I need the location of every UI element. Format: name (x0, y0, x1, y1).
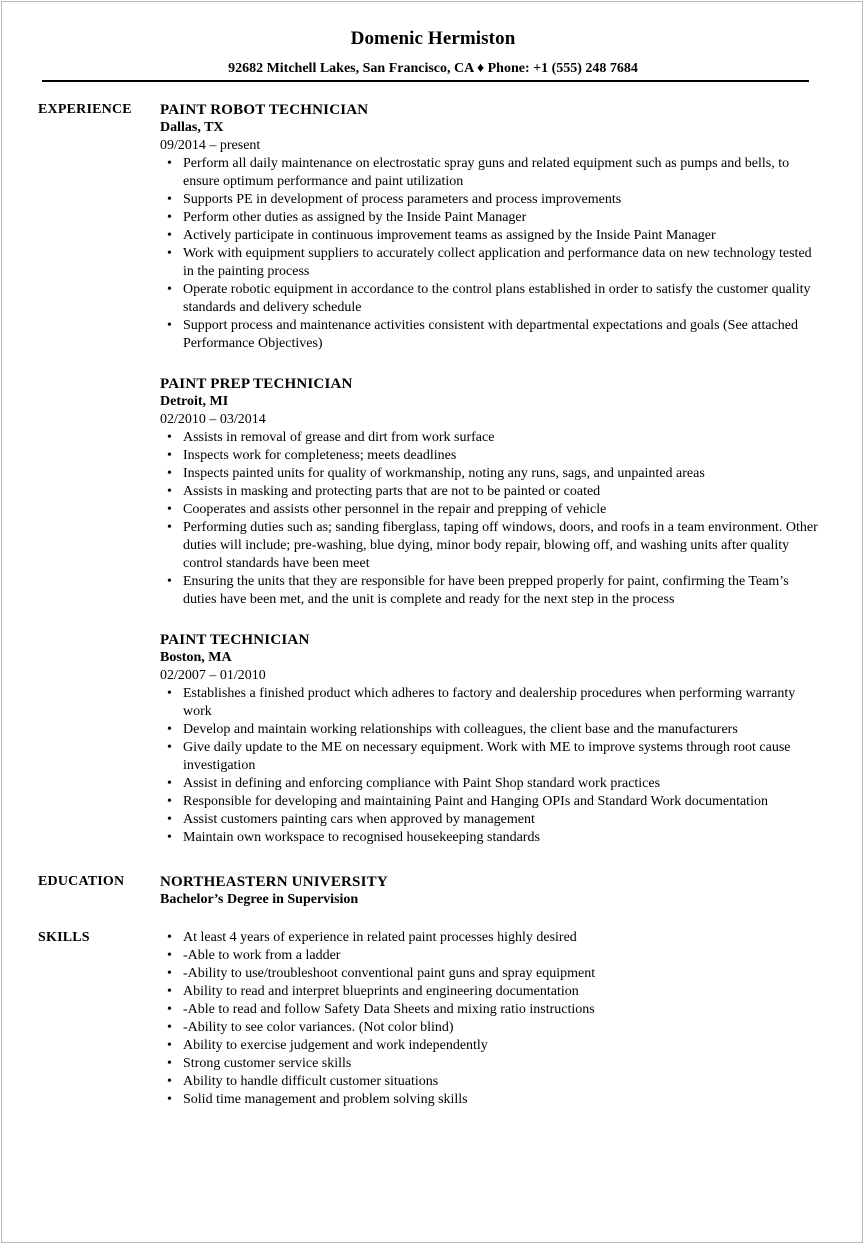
bullet-item: • Inspects work for completeness; meets deadlines (160, 447, 820, 465)
bullet-item: • Supports PE in development of process parameters and process improvements (160, 191, 820, 209)
bullet-item: • Ensuring the units that they are responsible for have been prepped properly for paint, confirming the Team’s duties have been met, and the unit is complete and ready for the next step in the process (160, 573, 820, 609)
skills-list (160, 929, 820, 1109)
skills-body (160, 929, 820, 1109)
skill-item: • Ability to handle difficult customer situations (160, 1073, 820, 1091)
job-bullets (160, 155, 820, 353)
skill-item: • -Able to read and follow Safety Data Sheets and mixing ratio instructions (160, 1001, 820, 1019)
skill-item: • -Able to work from a ladder (160, 947, 820, 965)
job-title: PAINT TECHNICIAN (160, 632, 310, 648)
job-location: Boston, MA (160, 650, 232, 665)
candidate-name: Domenic Hermiston (350, 28, 516, 49)
bullet-item: • Assists in masking and protecting parts that are not to be painted or coated (160, 483, 820, 501)
section-label-experience: EXPERIENCE (38, 102, 132, 117)
bullet-item: • Actively participate in continuous improvement teams as assigned by the Inside Paint Manager (160, 227, 820, 245)
section-label-education: EDUCATION (38, 874, 125, 889)
bullet-item: • Cooperates and assists other personnel in the repair and prepping of vehicle (160, 501, 820, 519)
bullet-item: • Assists in removal of grease and dirt from work surface (160, 429, 820, 447)
bullet-item: • Perform other duties as assigned by the Inside Paint Manager (160, 209, 820, 227)
education-body (160, 873, 820, 909)
resume-header (0, 27, 866, 78)
bullet-item: • Work with equipment suppliers to accurately collect application and performance data on new technology tested in the painting process (160, 245, 820, 281)
job-title: PAINT ROBOT TECHNICIAN (160, 102, 369, 118)
job-location: Detroit, MI (160, 394, 229, 409)
degree-name: Bachelor’s Degree in Supervision (160, 892, 359, 907)
bullet-item: • Support process and maintenance activities consistent with departmental expectations and goals (See attached Performance Objectives) (160, 317, 820, 353)
job-title: PAINT PREP TECHNICIAN (160, 376, 353, 392)
job-entry (160, 375, 820, 609)
bullet-item: • Perform all daily maintenance on electrostatic spray guns and related equipment such as pumps and bells, to ensure optimum performance and paint utilization (160, 155, 820, 191)
bullet-item: • Assist customers painting cars when approved by management (160, 811, 820, 829)
job-dates: 09/2014 – present (160, 138, 261, 153)
skill-item: • Solid time management and problem solving skills (160, 1091, 820, 1109)
skill-item: • Ability to exercise judgement and work independently (160, 1037, 820, 1055)
job-location: Dallas, TX (160, 120, 224, 135)
skill-item: • At least 4 years of experience in related paint processes highly desired (160, 929, 820, 947)
bullet-item: • Assist in defining and enforcing compliance with Paint Shop standard work practices (160, 775, 820, 793)
job-entry (160, 631, 820, 847)
bullet-item: • Performing duties such as; sanding fiberglass, taping off windows, doors, and roofs in a team environment. Other duties will include; pre-washing, blue dying, minor body repair, blowing off, and washing units after quality control standards have been meet (160, 519, 820, 573)
job-bullets (160, 685, 820, 847)
job-dates: 02/2010 – 03/2014 (160, 412, 266, 427)
experience-body (160, 101, 820, 869)
job-bullets (160, 429, 820, 609)
skill-item: • -Ability to use/troubleshoot conventional paint guns and spray equipment (160, 965, 820, 983)
bullet-item: • Establishes a finished product which adheres to factory and dealership procedures when performing warranty work (160, 685, 820, 721)
bullet-item: • Operate robotic equipment in accordance to the control plans established in order to satisfy the customer quality standards and delivery schedule (160, 281, 820, 317)
school-name: NORTHEASTERN UNIVERSITY (160, 874, 388, 890)
header-divider (42, 80, 809, 82)
bullet-item: • Inspects painted units for quality of workmanship, noting any runs, sags, and unpainted areas (160, 465, 820, 483)
bullet-item: • Maintain own workspace to recognised housekeeping standards (160, 829, 820, 847)
bullet-item: • Responsible for developing and maintaining Paint and Hanging OPIs and Standard Work documentation (160, 793, 820, 811)
section-label-skills: SKILLS (38, 930, 90, 945)
contact-line: 92682 Mitchell Lakes, San Francisco, CA ♦ Phone: +1 (555) 248 7684 (228, 61, 638, 76)
skill-item: • Ability to read and interpret blueprints and engineering documentation (160, 983, 820, 1001)
job-entry (160, 101, 820, 353)
job-dates: 02/2007 – 01/2010 (160, 668, 266, 683)
skill-item: • Strong customer service skills (160, 1055, 820, 1073)
bullet-item: • Give daily update to the ME on necessary equipment. Work with ME to improve systems through root cause investigation (160, 739, 820, 775)
skill-item: • -Ability to see color variances. (Not color blind) (160, 1019, 820, 1037)
bullet-item: • Develop and maintain working relationships with colleagues, the client base and the manufacturers (160, 721, 820, 739)
